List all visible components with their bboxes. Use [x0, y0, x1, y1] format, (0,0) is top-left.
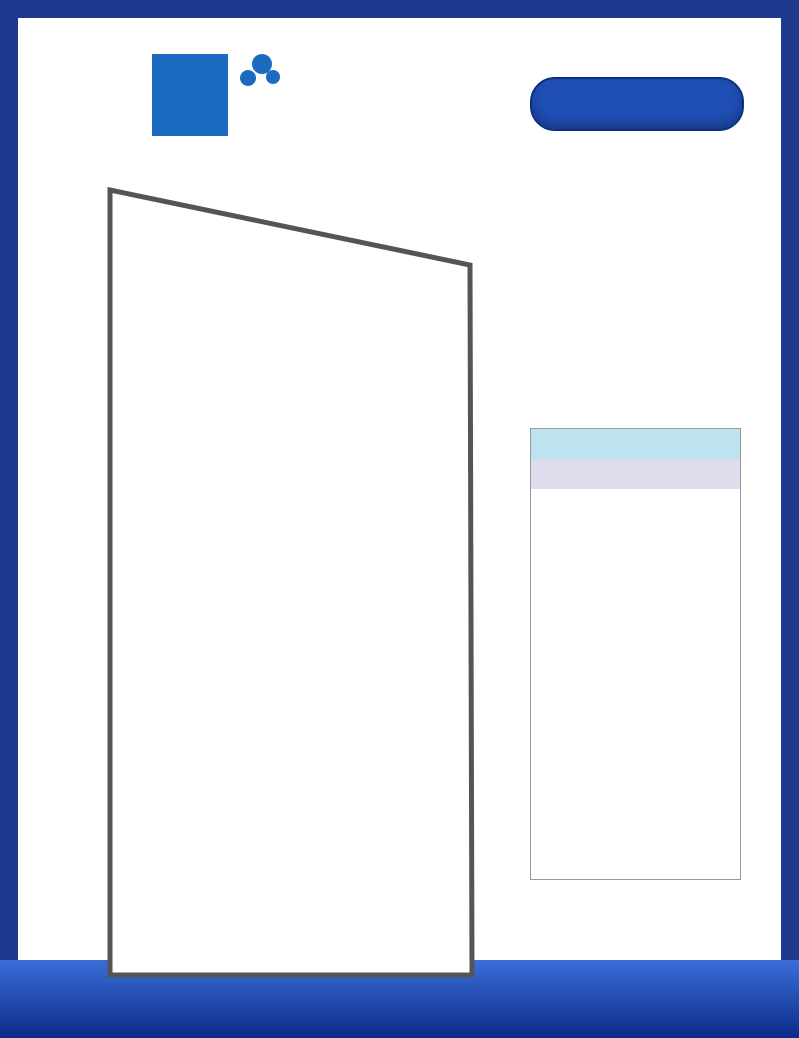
commercial-title	[531, 469, 740, 479]
amenities-title	[531, 479, 740, 489]
schedule-of-area	[530, 428, 741, 880]
schedule-title	[531, 429, 740, 459]
st2-label	[205, 402, 275, 411]
residential-title	[531, 459, 740, 469]
st4-label	[310, 620, 380, 660]
site-boundary	[110, 190, 472, 975]
